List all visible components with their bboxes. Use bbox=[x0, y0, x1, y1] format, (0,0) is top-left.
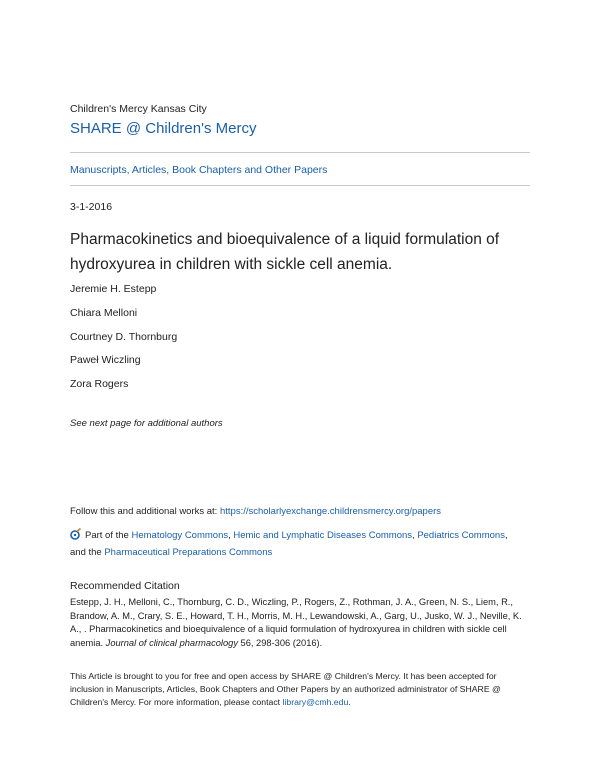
open-access-icon bbox=[70, 528, 82, 540]
divider bbox=[70, 185, 530, 186]
article-title: Pharmacokinetics and bioequivalence of a liquid formulation of hydroxyurea in children with sickle cell anemia. bbox=[70, 231, 500, 273]
pediatrics-commons-link[interactable]: Pediatrics Commons bbox=[417, 530, 505, 541]
collection-link[interactable]: Manuscripts, Articles, Book Chapters and Other Papers bbox=[70, 164, 328, 176]
follow-prefix: Follow this and additional works at: bbox=[70, 506, 220, 517]
notice-text: This Article is brought to you for free and open access by SHARE @ Children's Mercy. It has been accepted for inclusion in Manuscripts, Articles, Book Chapters and Other Papers by an authorized administrator of SHARE @ Children's Mercy. For more information, please contact bbox=[70, 671, 501, 707]
author[interactable]: Courtney D. Thornburg bbox=[70, 331, 178, 343]
journal-name: Journal of clinical pharmacology bbox=[105, 637, 238, 648]
author[interactable]: Paweł Wiczling bbox=[70, 354, 141, 366]
follow-line bbox=[70, 506, 441, 517]
recommended-citation-heading: Recommended Citation bbox=[70, 580, 180, 592]
access-notice bbox=[70, 670, 530, 709]
author[interactable]: Jeremie H. Estepp bbox=[70, 283, 157, 295]
and-the-text: and the bbox=[70, 547, 105, 558]
citation-details: 56, 298-306 (2016). bbox=[237, 637, 323, 648]
pharmaceutical-commons-link[interactable]: Pharmaceutical Preparations Commons bbox=[104, 547, 273, 558]
library-email-link[interactable]: library@cmh.edu bbox=[282, 697, 349, 707]
repository-link[interactable]: SHARE @ Children's Mercy bbox=[70, 120, 257, 137]
part-of-commons: Part of the Hematology Commons, Hemic and Lymphatic Diseases Commons, Pediatrics Commons, and the Pharmaceutical Preparations Commons bbox=[70, 530, 508, 558]
notice-end: . bbox=[348, 697, 351, 707]
papers-url-link[interactable]: https://scholarlyexchange.childrensmercy.org/papers bbox=[219, 506, 442, 517]
citation-text bbox=[70, 596, 530, 650]
hemic-lymphatic-commons-link[interactable]: Hemic and Lymphatic Diseases Commons bbox=[233, 530, 413, 541]
see-next-page-note: See next page for additional authors bbox=[70, 418, 223, 429]
hematology-commons-link[interactable]: Hematology Commons bbox=[131, 530, 229, 541]
citation-body: Estepp, J. H., Melloni, C., Thornburg, C. D., Wiczling, P., Rogers, Z., Rothman, J. A., Green, N. S., Liem, R., Brandow, A. M., Crary, S. E., Howard, T. H., Morris, M. H., Lewandowski, A., Garg, U., Jusko, W. J., Neville, K. A., . Pharmacokinetics and bioequivalence of a liquid formulation of hydroxyurea in children with sickle cell anemia. bbox=[70, 597, 522, 648]
part-of-prefix: Part of the bbox=[85, 530, 132, 541]
author[interactable]: Chiara Melloni bbox=[70, 307, 138, 319]
publication-date: 3-1-2016 bbox=[70, 201, 113, 213]
divider bbox=[70, 152, 530, 153]
author[interactable]: Zora Rogers bbox=[70, 378, 129, 390]
institution-name: Children's Mercy Kansas City bbox=[70, 103, 207, 115]
